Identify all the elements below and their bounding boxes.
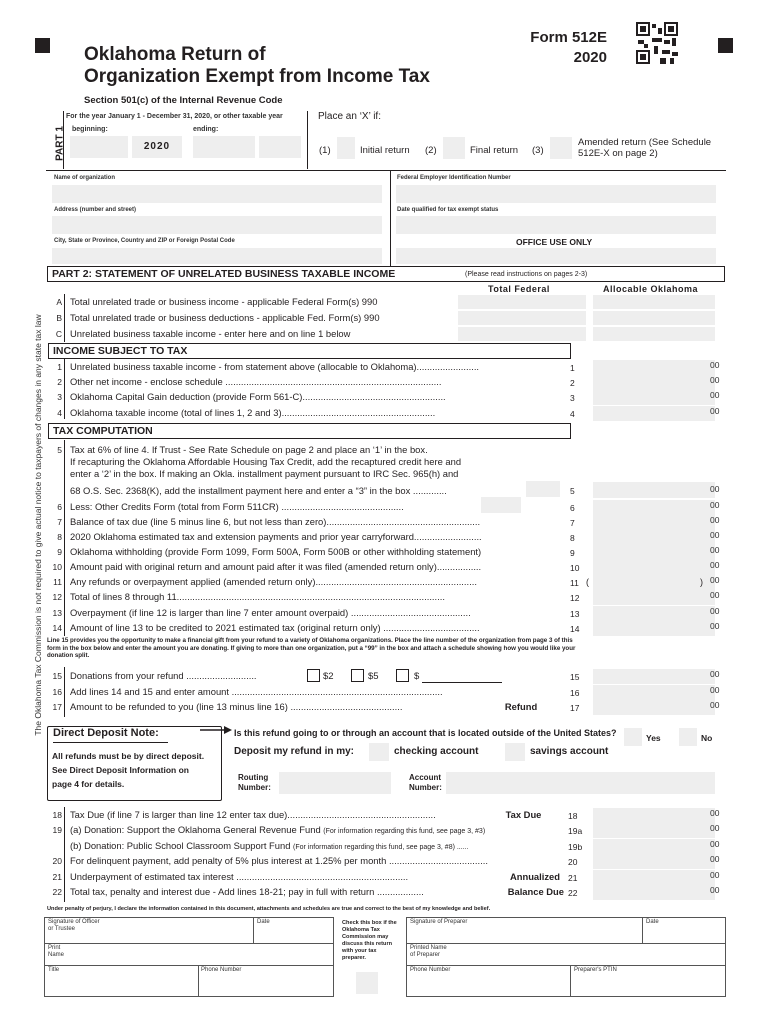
line-cents-7: 00 — [710, 515, 720, 525]
line5-text-4: 68 O.S. Sec. 2368(K), add the installment payment here and enter a “3” in the box ............. — [70, 485, 447, 496]
account-label: Account Number: — [409, 773, 442, 792]
line-num-18: 18 — [52, 810, 62, 820]
part2-key-A: A — [56, 297, 62, 307]
line-bold-22: Balance Due — [496, 886, 564, 897]
line5-cents: 00 — [710, 484, 720, 494]
line-ref-17: 17 — [570, 703, 580, 713]
preparer-name-label: Printed Name of Preparer — [410, 945, 447, 958]
deposit-question: Is this refund going to or through an account that is located outside of the United States? — [234, 728, 617, 738]
line-ref-4: 4 — [570, 409, 575, 419]
line-cents-19b: 00 — [710, 839, 720, 849]
line-text-22 — [70, 886, 564, 897]
line-ref-3: 3 — [570, 393, 575, 403]
line-desc-4: Oklahoma taxable income (total of lines 1, 2 and 3)........................................................... — [70, 407, 436, 418]
line-text-11 — [70, 576, 566, 587]
part2-key-B: B — [56, 313, 62, 323]
line-num-8: 8 — [57, 532, 62, 542]
line-cents-3: 00 — [710, 390, 720, 400]
line-cents-1: 00 — [710, 360, 720, 370]
yes-label: Yes — [646, 733, 661, 743]
line-input-9[interactable] — [593, 545, 715, 560]
line-input-4[interactable] — [593, 406, 715, 421]
part2-oklahoma-input-B[interactable] — [593, 311, 715, 325]
outside-us-no-checkbox[interactable] — [679, 728, 697, 746]
line-note-19b: (For information regarding this fund, see page 3, #8) ...... — [293, 844, 469, 851]
line-cents-19a: 00 — [710, 823, 720, 833]
line-desc-13: Overpayment (if line 12 is larger than line 7 enter amount overpaid) .............................................. — [70, 607, 471, 618]
routing-input[interactable] — [279, 772, 391, 794]
donate-2-checkbox[interactable] — [307, 669, 320, 682]
line-input-22[interactable] — [593, 885, 715, 900]
line-num-2: 2 — [57, 377, 62, 387]
part2-text-B: Total unrelated trade or business deductions - applicable Fed. Form(s) 990 — [70, 312, 380, 323]
part2-text-C: Unrelated business taxable income - enter here and on line 1 below — [70, 328, 351, 339]
line5-text-1: Tax at 6% of line 4. If Trust - See Rate Schedule on page 2 and place an ‘1’ in the box. — [70, 444, 428, 455]
line-num-12: 12 — [52, 592, 62, 602]
line-text-20 — [70, 855, 564, 866]
address-input[interactable] — [52, 216, 382, 234]
line-ref-21: 21 — [568, 873, 578, 883]
line-desc-22: Total tax, penalty and interest due - Add lines 18-21; pay in full with return .................. — [70, 886, 424, 897]
final-return-checkbox[interactable] — [443, 137, 465, 159]
donate-5-checkbox[interactable] — [351, 669, 364, 682]
line-num-7: 7 — [57, 517, 62, 527]
line-ref-19a: 19a — [568, 826, 583, 836]
final-return-label: Final return — [470, 145, 519, 156]
address-label: Address (number and street) — [54, 207, 137, 213]
line-num-3: 3 — [57, 392, 62, 402]
line-ref-8: 8 — [570, 533, 575, 543]
line-desc-12: Total of lines 8 through 11....................................................................................................... — [70, 591, 445, 602]
officer-date-label: Date — [257, 919, 270, 925]
part2-note: (Please read instructions on pages 2-3) — [465, 271, 588, 278]
line-num-4: 4 — [57, 408, 62, 418]
form-year: 2020 — [573, 49, 607, 66]
line-num-21: 21 — [52, 872, 62, 882]
deposit-note-3: page 4 for details. — [52, 779, 125, 789]
line11-paren-open: ( — [586, 577, 589, 587]
preparer-date-label: Date — [646, 919, 659, 925]
preparer-discuss-checkbox[interactable] — [356, 972, 378, 994]
line-ref-19b: 19b — [568, 842, 583, 852]
donate-other-amount-line[interactable] — [422, 682, 502, 683]
end-month-input[interactable] — [193, 136, 255, 158]
line-num-10: 10 — [52, 562, 62, 572]
line-note-19a: (For information regarding this fund, see page 3, #3) — [323, 828, 486, 835]
deposit-title: Direct Deposit Note: — [53, 727, 159, 739]
line-desc-14: Amount of line 13 to be credited to 2021 estimated tax (original return only) ..................................... — [70, 622, 480, 633]
arrow-icon — [200, 725, 232, 735]
line-desc-20: For delinquent payment, add penalty of 5% plus interest at 1.25% per month ...................................... — [70, 855, 488, 866]
opt3-num: (3) — [532, 145, 544, 156]
city-input[interactable] — [52, 248, 382, 264]
begin-month-input[interactable] — [70, 136, 128, 158]
line-input-11[interactable] — [593, 575, 715, 590]
line11-paren-close: ) — [700, 577, 703, 587]
line-desc-16: Add lines 14 and 15 and enter amount ................................................................................. — [70, 686, 443, 697]
line-input-20[interactable] — [593, 854, 715, 869]
line-ref-11: 11 — [570, 578, 579, 588]
line-ref-18: 18 — [568, 811, 578, 821]
preparer-check-label: Check this box if the Oklahoma Tax Commission may discuss this return with your tax preparer. — [342, 920, 397, 961]
deposit-to-label: Deposit my refund in my: — [234, 746, 355, 757]
donate-2-label: $2 — [323, 671, 334, 682]
deposit-note-2: See Direct Deposit Information on — [52, 765, 189, 775]
line-ref-15: 15 — [570, 672, 580, 682]
donation-note: Line 15 provides you the opportunity to make a financial gift from your refund to a variety of Oklahoma organizations. Place the line number of the organization from page 3 of this form in the box below and enter the amount you are donating. If giving to more than one organization, put a “99” in the box and attach a schedule showing how you would like your donation split. — [47, 637, 576, 659]
line-text-18 — [70, 809, 564, 820]
line-cents-17: 00 — [710, 700, 720, 710]
amended-return-checkbox[interactable] — [550, 137, 572, 159]
line-text-7 — [70, 516, 566, 527]
office-use-label: OFFICE USE ONLY — [516, 237, 593, 247]
ending-label: ending: — [193, 126, 219, 133]
line-cents-12: 00 — [710, 590, 720, 600]
officer-phone-label: Phone Number — [201, 967, 242, 973]
line-num-5: 5 — [57, 445, 62, 455]
form-title-2: Organization Exempt from Income Tax — [84, 66, 430, 87]
line-text-2 — [70, 376, 566, 387]
line-cents-13: 00 — [710, 606, 720, 616]
line-desc-8: 2020 Oklahoma estimated tax and extension payments and prior year carryforward.......................... — [70, 531, 482, 542]
line5-ref: 5 — [570, 486, 575, 496]
line-desc-3: Oklahoma Capital Gain deduction (provide Form 561-C)....................................................... — [70, 391, 446, 402]
line-ref-13: 13 — [570, 609, 580, 619]
line-input-21[interactable] — [593, 870, 715, 885]
savings-label: savings account — [530, 746, 609, 757]
part2-oklahoma-input-C[interactable] — [593, 327, 715, 341]
routing-label: Routing Number: — [238, 773, 271, 792]
line-desc-11: Any refunds or overpayment applied (amended return only).............................................................. — [70, 576, 477, 587]
line-num-22: 22 — [52, 887, 62, 897]
line-desc-15: Donations from your refund ........................... — [70, 670, 257, 681]
officer-sig-label: Signature of Officer or Trustee — [48, 919, 100, 932]
office-use-box — [396, 248, 716, 264]
line-cents-9: 00 — [710, 545, 720, 555]
part2-federal-input-A[interactable] — [458, 295, 586, 309]
line-cents-11: 00 — [710, 575, 720, 585]
tax-header: TAX COMPUTATION — [48, 423, 571, 439]
line-bold-21: Annualized — [498, 871, 560, 882]
part2-title: PART 2: STATEMENT OF UNRELATED BUSINESS TAXABLE INCOME — [52, 268, 396, 280]
line-cents-18: 00 — [710, 808, 720, 818]
date-qualified-input[interactable] — [396, 216, 716, 234]
registration-mark-left — [35, 38, 50, 53]
line-cents-10: 00 — [710, 560, 720, 570]
line-text-17 — [70, 701, 566, 712]
line-input-17[interactable] — [593, 700, 715, 715]
print-name-label: Print Name — [48, 945, 65, 958]
savings-checkbox[interactable] — [505, 743, 525, 761]
line-ref-9: 9 — [570, 548, 575, 558]
line-input-13[interactable] — [593, 606, 715, 621]
amended-return-label: Amended return (See Schedule 512E-X on page 2) — [578, 137, 712, 159]
line-text-9 — [70, 546, 566, 557]
beginning-label: beginning: — [72, 126, 108, 133]
line-input-3[interactable] — [593, 390, 715, 405]
line-desc-19b: (b) Donation: Public School Classroom Support Fund — [70, 840, 291, 851]
line-ref-22: 22 — [568, 888, 578, 898]
line-num-19a: 19 — [52, 825, 62, 835]
line-input-7[interactable] — [593, 515, 715, 530]
city-label: City, State or Province, Country and ZIP or Foreign Postal Code — [54, 238, 235, 244]
part2-key-C: C — [55, 329, 62, 339]
line-text-12 — [70, 591, 566, 602]
line-input-12[interactable] — [593, 590, 715, 605]
line5-input[interactable] — [593, 482, 715, 498]
line-desc-9: Oklahoma withholding (provide Form 1099, Form 500A, Form 500B or other withholding statement) — [70, 546, 482, 557]
outside-us-yes-checkbox[interactable] — [624, 728, 642, 746]
line-text-21 — [70, 871, 564, 882]
line-input-19b[interactable] — [593, 839, 715, 854]
line-ref-1: 1 — [570, 363, 575, 373]
part2-federal-input-B[interactable] — [458, 311, 586, 325]
line-ref-2: 2 — [570, 378, 575, 388]
income-header: INCOME SUBJECT TO TAX — [48, 343, 571, 359]
line-bold-17: Refund — [500, 701, 537, 712]
checking-label: checking account — [394, 746, 479, 757]
line-ref-14: 14 — [570, 624, 580, 634]
initial-return-label: Initial return — [360, 145, 410, 156]
line-desc-21: Underpayment of estimated tax interest .................................................................. — [70, 871, 409, 882]
line5-box[interactable] — [526, 481, 560, 497]
line-desc-1: Unrelated business taxable income - from statement above (allocable to Oklahoma)........................ — [70, 361, 480, 372]
line5-text-2: If recapturing the Oklahoma Affordable Housing Tax Credit, add the recaptured credit here and — [70, 456, 462, 467]
section-text: Section 501(c) of the Internal Revenue Code — [84, 95, 283, 106]
begin-year-input[interactable]: 2020 — [132, 136, 182, 158]
title-label: Title — [48, 967, 60, 973]
end-year-input[interactable] — [259, 136, 301, 158]
line-ref-12: 12 — [570, 593, 580, 603]
donate-other-label: $ — [414, 671, 420, 682]
line-text-10 — [70, 561, 566, 572]
qr-code-icon — [636, 22, 678, 64]
fein-input[interactable] — [396, 185, 716, 203]
date-qualified-label: Date qualified for tax exempt status — [397, 207, 499, 213]
line-ref-7: 7 — [570, 518, 575, 528]
line-num-11: 11 — [53, 577, 62, 587]
col-allocable-ok: Allocable Oklahoma — [603, 284, 699, 294]
opt1-num: (1) — [319, 145, 331, 156]
line-num-6: 6 — [57, 502, 62, 512]
form-title-1: Oklahoma Return of — [84, 44, 266, 65]
line-ref-6: 6 — [570, 503, 575, 513]
line5-text-3: enter a ‘2’ in the box. If making an Okla. installment payment pursuant to IRC Sec. 965(h) and — [70, 468, 459, 479]
preparer-block — [406, 917, 726, 997]
side-notice: The Oklahoma Tax Commission is not required to give actual notice to taxpayers of changes in any state tax law — [33, 314, 43, 736]
line-cents-8: 00 — [710, 530, 720, 540]
org-name-input[interactable] — [52, 185, 382, 203]
donate-other-checkbox[interactable] — [396, 669, 409, 682]
line-input-18[interactable] — [593, 808, 715, 823]
form-number: Form 512E — [530, 29, 607, 46]
line-text-1 — [70, 361, 566, 372]
year-text: For the year January 1 - December 31, 2020, or other taxable year — [66, 113, 283, 120]
line-text-3 — [70, 391, 566, 402]
line-text-8 — [70, 531, 566, 542]
preparer-sig-label: Signature of Preparer — [410, 919, 468, 925]
no-label: No — [701, 733, 713, 743]
line-text-4 — [70, 407, 566, 418]
deposit-note-1: All refunds must be by direct deposit. — [52, 751, 205, 761]
line-ref-10: 10 — [570, 563, 580, 573]
line-cents-6: 00 — [710, 500, 720, 510]
registration-mark-right — [718, 38, 733, 53]
line-desc-6: Less: Other Credits Form (total from Form 511CR) ............................................... — [70, 501, 404, 512]
line-cents-16: 00 — [710, 685, 720, 695]
line-desc-17: Amount to be refunded to you (line 13 minus line 16) ........................................... — [70, 701, 403, 712]
line-cents-21: 00 — [710, 870, 720, 880]
line-ref-16: 16 — [570, 688, 580, 698]
line-num-20: 20 — [52, 856, 62, 866]
line-cents-2: 00 — [710, 375, 720, 385]
ptin-label: Preparer's PTIN — [574, 967, 617, 973]
line-text-13 — [70, 607, 566, 618]
place-x-label: Place an ‘X’ if: — [318, 111, 381, 122]
line6-aux-box[interactable] — [481, 497, 521, 513]
line-num-9: 9 — [57, 547, 62, 557]
line-bold-18: Tax Due — [498, 809, 541, 820]
line-text-14 — [70, 622, 566, 633]
opt2-num: (2) — [425, 145, 437, 156]
line-text-16 — [70, 686, 566, 697]
line-text-19a — [70, 824, 564, 835]
line-cents-15: 00 — [710, 669, 720, 679]
account-input[interactable] — [446, 772, 715, 794]
line-desc-7: Balance of tax due (line 5 minus line 6, but not less than zero)........................................................... — [70, 516, 481, 527]
col-total-federal: Total Federal — [488, 284, 550, 294]
line-input-15[interactable] — [593, 669, 715, 684]
line-input-14[interactable] — [593, 621, 715, 636]
line-input-1[interactable] — [593, 360, 715, 375]
line-text-19b — [70, 840, 564, 851]
line-ref-20: 20 — [568, 857, 578, 867]
line-num-16: 16 — [52, 687, 62, 697]
line-cents-14: 00 — [710, 621, 720, 631]
org-name-label: Name of organization — [54, 175, 116, 181]
line-input-2[interactable] — [593, 375, 715, 390]
line-desc-2: Other net income - enclose schedule ................................................................................... — [70, 376, 442, 387]
line-num-13: 13 — [52, 608, 62, 618]
checking-checkbox[interactable] — [369, 743, 389, 761]
line-input-8[interactable] — [593, 530, 715, 545]
part2-federal-input-C[interactable] — [458, 327, 586, 341]
line-num-14: 14 — [52, 623, 62, 633]
part1-label: PART 1 — [54, 126, 66, 161]
line-desc-10: Amount paid with original return and amount paid after it was filed (amended return only)................. — [70, 561, 482, 572]
part2-oklahoma-input-A[interactable] — [593, 295, 715, 309]
line-num-17: 17 — [52, 702, 62, 712]
initial-return-checkbox[interactable] — [337, 137, 355, 159]
line-desc-18: Tax Due (if line 7 is larger than line 12 enter tax due)......................................................... — [70, 809, 436, 820]
line-cents-20: 00 — [710, 854, 720, 864]
line-num-15: 15 — [52, 671, 62, 681]
line-cents-22: 00 — [710, 885, 720, 895]
line-input-19a[interactable] — [593, 823, 715, 838]
line-cents-4: 00 — [710, 406, 720, 416]
line-input-16[interactable] — [593, 685, 715, 700]
part2-text-A: Total unrelated trade or business income - applicable Federal Form(s) 990 — [70, 296, 378, 307]
donate-5-label: $5 — [368, 671, 379, 682]
line-input-10[interactable] — [593, 560, 715, 575]
line-desc-19a: (a) Donation: Support the Oklahoma General Revenue Fund — [70, 824, 321, 835]
line-input-6[interactable] — [593, 500, 715, 515]
fein-label: Federal Employer Identification Number — [397, 175, 511, 181]
perjury-statement: Under penalty of perjury, I declare the information contained in this document, attachments and schedules are true and correct to the best of my knowledge and belief. — [47, 906, 491, 912]
line-num-1: 1 — [57, 362, 62, 372]
preparer-phone-label: Phone Number — [410, 967, 451, 973]
